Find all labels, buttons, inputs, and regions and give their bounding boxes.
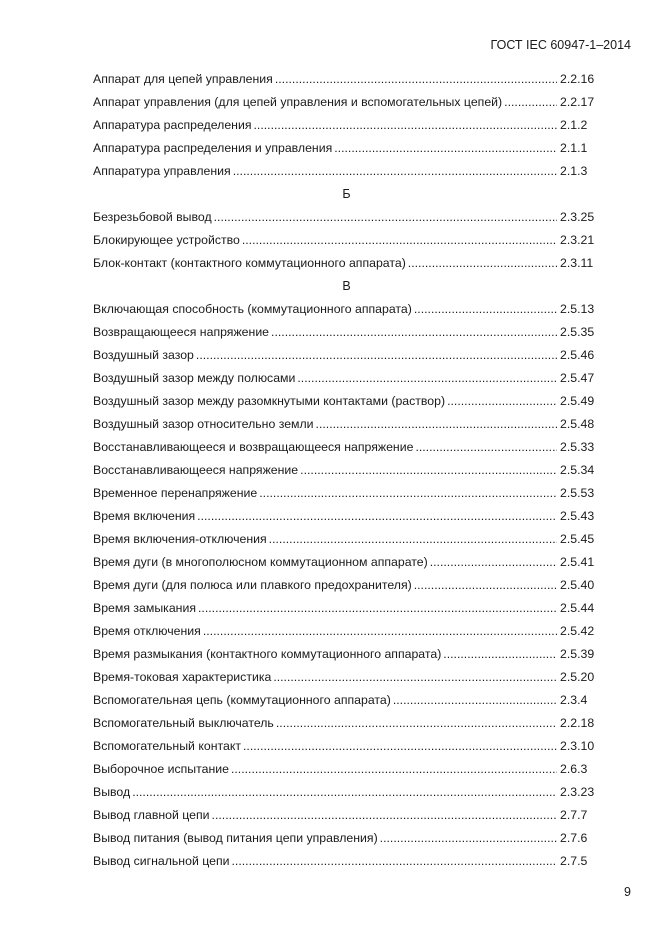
dot-leader [430,555,557,569]
index-entry [93,477,600,500]
index-term: Вывод сигнальной цепи [93,854,230,868]
index-reference: 2.5.48 [560,417,595,431]
index-term: Воздушный зазор относительно земли [93,417,314,431]
index-term: Вспомогательная цепь (коммутационного аппарата) [93,693,391,707]
index-entry [93,569,600,592]
index-term: Вывод питания (вывод питания цепи управления) [93,831,378,845]
index-entry [93,845,600,868]
index-entry [93,385,600,408]
dot-leader [269,532,557,546]
index-entry [93,431,600,454]
index-entry [93,822,600,845]
dot-leader [203,624,557,638]
index-entry [93,86,600,109]
dot-leader [414,578,557,592]
index-entry [93,362,600,385]
index-reference: 2.5.39 [560,647,595,661]
index-entry [93,339,600,362]
index-reference: 2.3.11 [560,256,594,270]
dot-leader [273,670,557,684]
index-reference: 2.5.35 [560,325,595,339]
index-term: Время дуги (для полюса или плавкого предохранителя) [93,578,412,592]
index-reference: 2.5.41 [560,555,595,569]
index-entry [93,753,600,776]
index-reference: 2.3.10 [560,739,595,753]
index-entry [93,408,600,431]
index-entry [93,592,600,615]
index-reference: 2.6.3 [560,762,588,776]
index-reference: 2.5.43 [560,509,595,523]
index-term: Воздушный зазор между разомкнутыми контактами (раствор) [93,394,446,408]
index-entry [93,546,600,569]
index-term: Вспомогательный выключатель [93,716,274,730]
index-term: Выборочное испытание [93,762,229,776]
index-reference: 2.5.53 [560,486,595,500]
index-term: Время включения-отключения [93,532,267,546]
index-entry [93,201,600,224]
dot-leader [393,693,557,707]
index-reference: 2.1.1 [560,141,588,155]
dot-leader [408,256,557,270]
index-entry [93,247,600,270]
index-term: Восстанавливающееся и возвращающееся напряжение [93,440,414,454]
index-reference: 2.5.44 [560,601,595,615]
index-entry [93,684,600,707]
index-term: Блокирующее устройство [93,233,240,247]
index-reference: 2.3.25 [560,210,595,224]
index-term: Аппаратура управления [93,164,231,178]
index-reference: 2.2.16 [560,72,595,86]
index-entry [93,132,600,155]
dot-leader [275,72,557,86]
index-reference: 2.3.23 [560,785,595,799]
index-term: Вывод [93,785,131,799]
dot-leader [231,762,557,776]
index-reference: 2.5.47 [560,371,595,385]
index-entry [93,155,600,178]
dot-leader [447,394,557,408]
index-reference: 2.5.34 [560,463,595,477]
dot-leader [297,371,557,385]
index-term: Восстанавливающееся напряжение [93,463,299,477]
dot-leader [271,325,557,339]
index-list [93,63,600,868]
index-term: Временное перенапряжение [93,486,258,500]
dot-leader [198,601,557,615]
index-term: Время отключения [93,624,201,638]
dot-leader [276,716,557,730]
dot-leader [414,302,557,316]
dot-leader [132,785,557,799]
index-entry [93,661,600,684]
index-term: Аппаратура распределения [93,118,252,132]
index-reference: 2.7.5 [560,854,588,868]
index-term: Вывод главной цепи [93,808,210,822]
index-entry [93,615,600,638]
index-reference: 2.5.45 [560,532,595,546]
dot-leader [259,486,557,500]
index-reference: 2.5.13 [560,302,595,316]
dot-leader [196,348,557,362]
index-entry [93,63,600,86]
index-term: Вспомогательный контакт [93,739,241,753]
index-reference: 2.1.2 [560,118,588,132]
dot-leader [443,647,557,661]
index-reference: 2.2.18 [560,716,595,730]
section-letter: Б [342,187,351,201]
index-term: Аппарат управления (для цепей управления и вспомогательных цепей) [93,95,503,109]
index-term: Время замыкания [93,601,196,615]
index-term: Воздушный зазор между полюсами [93,371,296,385]
index-entry [93,454,600,477]
dot-leader [253,118,557,132]
index-reference: 2.1.3 [560,164,588,178]
index-term: Аппаратура распределения и управления [93,141,333,155]
dot-leader [212,808,557,822]
index-reference: 2.5.49 [560,394,595,408]
index-entry [93,776,600,799]
index-entry [93,109,600,132]
dot-leader [504,95,557,109]
page-number: 9 [624,885,631,899]
dot-leader [316,417,557,431]
index-reference: 2.3.21 [560,233,595,247]
section-letter: В [342,279,351,293]
dot-leader [242,233,557,247]
index-entry [93,730,600,753]
dot-leader [197,509,557,523]
document-header: ГОСТ IEC 60947-1–2014 [490,38,631,52]
dot-leader [300,463,557,477]
dot-leader [214,210,557,224]
index-term: Время дуги (в многополюсном коммутационном аппарате) [93,555,428,569]
index-term: Время-токовая характеристика [93,670,272,684]
index-reference: 2.5.20 [560,670,595,684]
index-reference: 2.5.33 [560,440,595,454]
index-reference: 2.2.17 [560,95,595,109]
index-reference: 2.3.4 [560,693,588,707]
dot-leader [380,831,557,845]
index-term: Возвращающееся напряжение [93,325,270,339]
dot-leader [334,141,557,155]
index-term: Безрезьбовой вывод [93,210,212,224]
index-reference: 2.5.42 [560,624,595,638]
index-term: Время включения [93,509,196,523]
index-reference: 2.5.46 [560,348,595,362]
index-reference: 2.7.6 [560,831,588,845]
index-term: Воздушный зазор [93,348,194,362]
index-term: Время размыкания (контактного коммутационного аппарата) [93,647,442,661]
dot-leader [233,164,557,178]
index-entry [93,799,600,822]
dot-leader [243,739,557,753]
index-term: Включающая способность (коммутационного аппарата) [93,302,412,316]
index-term: Блок-контакт (контактного коммутационного аппарата) [93,256,406,270]
dot-leader [415,440,557,454]
dot-leader [232,854,558,868]
index-entry [93,316,600,339]
index-reference: 2.7.7 [560,808,588,822]
index-entry [93,638,600,661]
index-term: Аппарат для цепей управления [93,72,273,86]
index-reference: 2.5.40 [560,578,595,592]
index-entry [93,293,600,316]
index-entry [93,500,600,523]
index-entry [93,523,600,546]
index-entry [93,707,600,730]
index-entry [93,224,600,247]
